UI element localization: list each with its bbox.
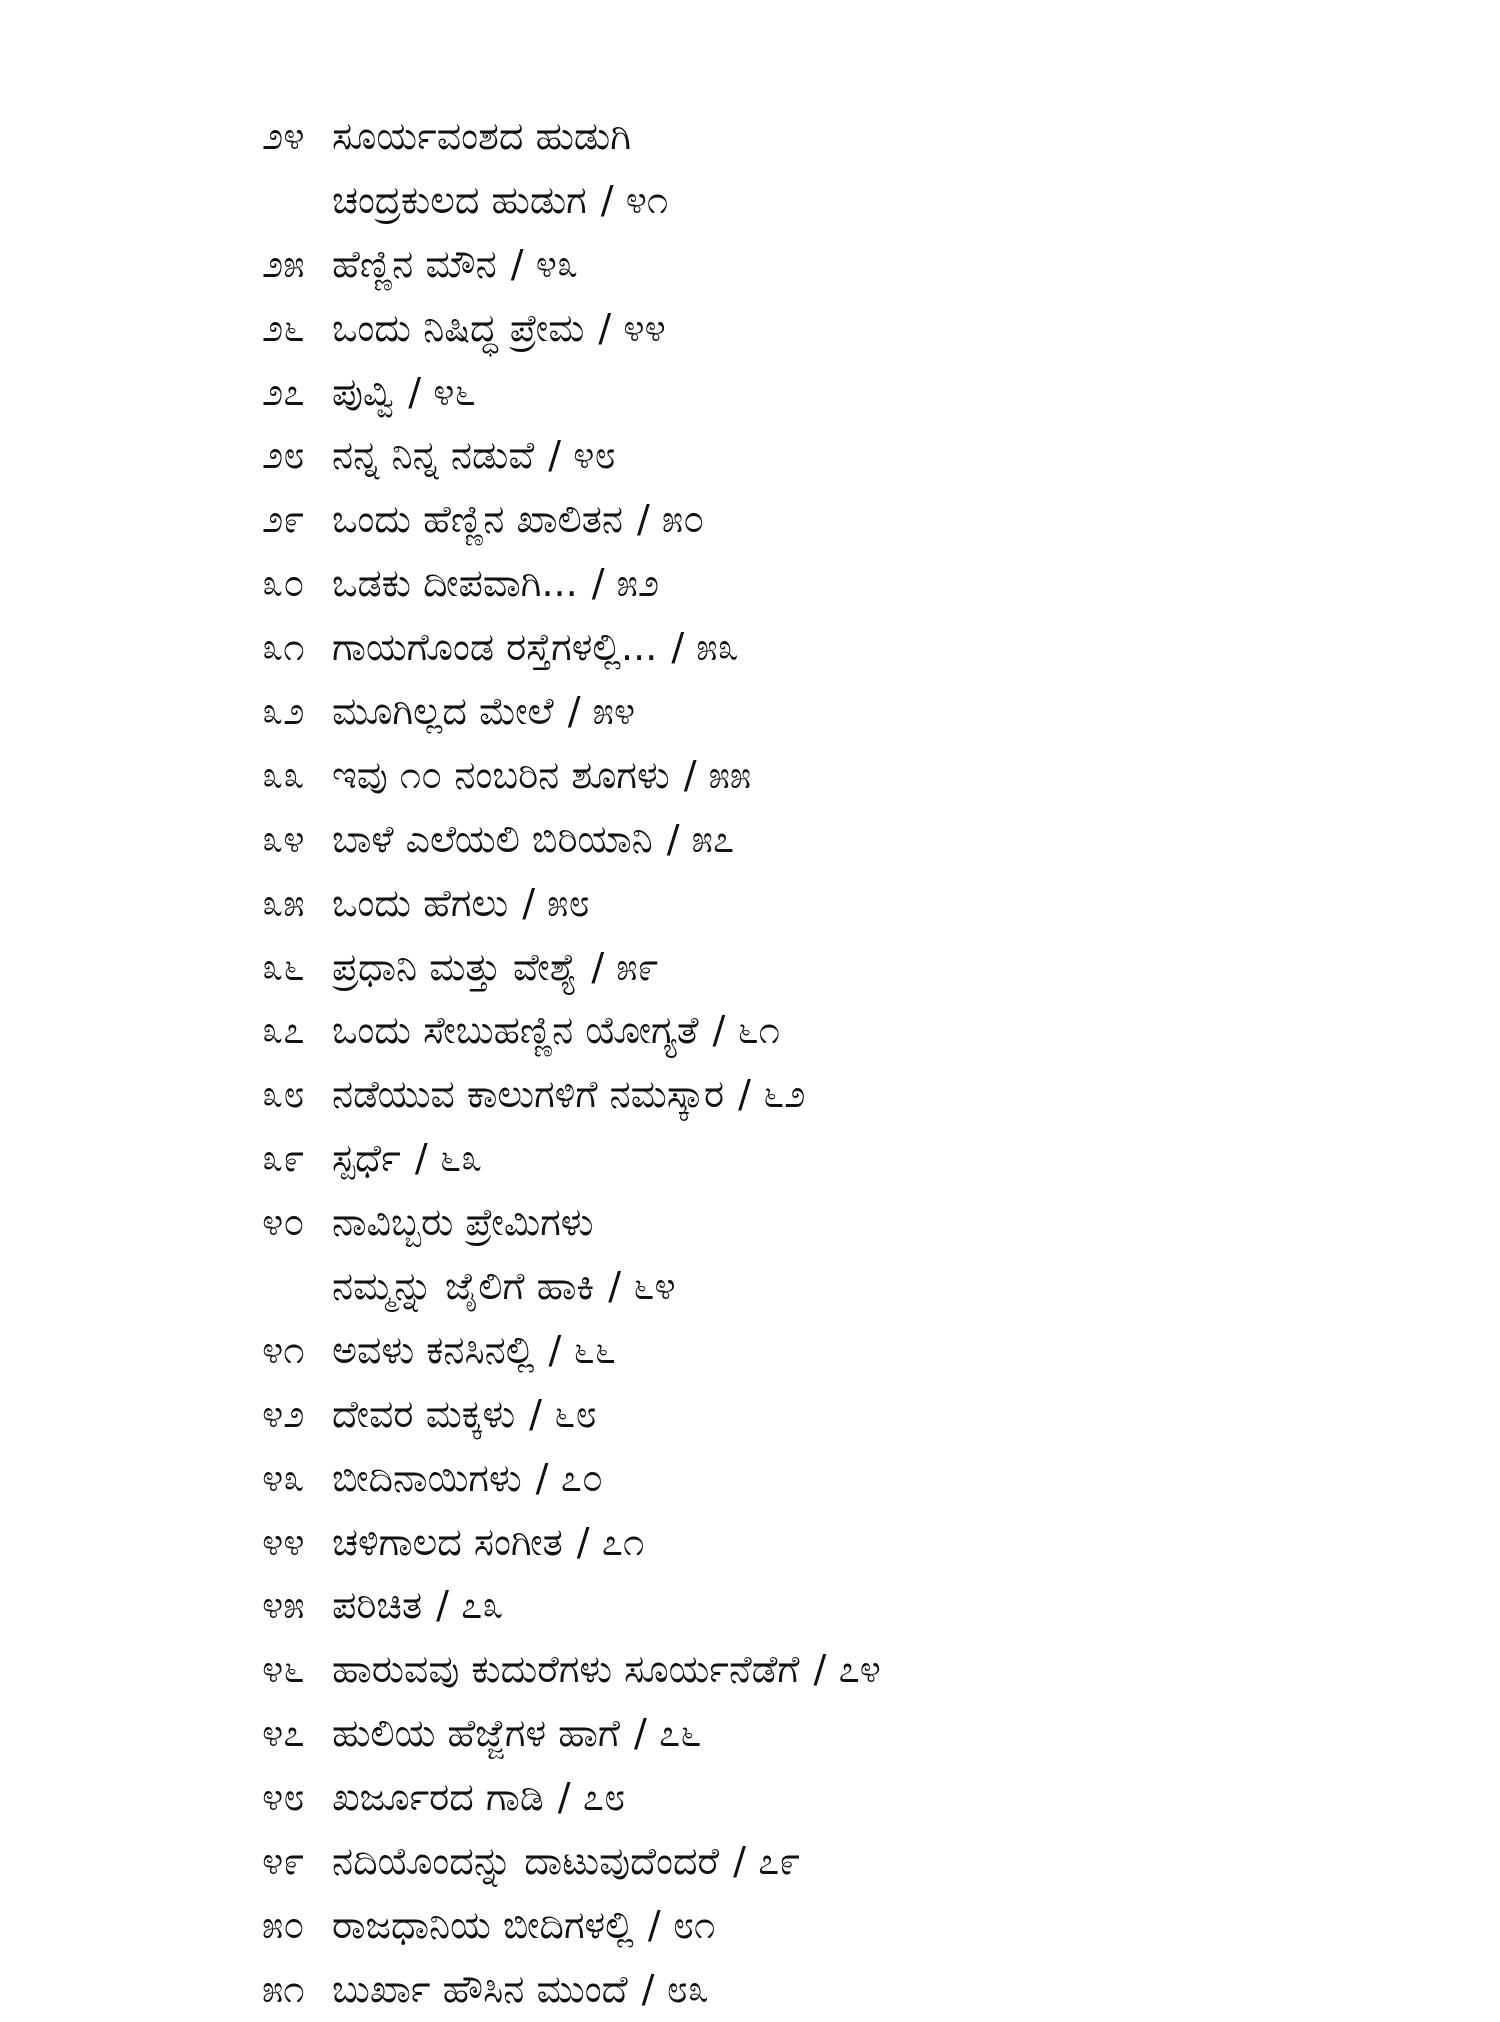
entry-page-number: / ೭೯ <box>733 1830 800 1894</box>
entry-title: ಬುರ್ಖಾ ಹೌಸಿನ ಮುಂದೆ <box>332 1966 628 2011</box>
entry-number: ೩೩ <box>262 752 305 797</box>
entry-title: ನಮ್ಮನ್ನು ಜೈಲಿಗೆ ಹಾಕಿ <box>332 1264 595 1309</box>
entry-title: ಅವಳು ಕನಸಿನಲ್ಲಿ <box>332 1327 535 1372</box>
entry-title: ನಾವಿಬ್ಬರು ಪ್ರೇಮಿಗಳು <box>332 1200 594 1245</box>
entry-page-number: / ೭೦ <box>536 1447 603 1511</box>
entry-number: ೫೦ <box>262 1902 305 1947</box>
entry-number: ೩೭ <box>262 1008 305 1053</box>
entry-title: ಪ್ರಧಾನಿ ಮತ್ತು ವೇಶ್ಯೆ <box>332 944 578 989</box>
entry-number: ೪೯ <box>262 1839 305 1884</box>
entry-title: ಚಂದ್ರಕುಲದ ಹುಡುಗ <box>332 177 587 222</box>
entry-title: ದೇವರ ಮಕ್ಕಳು <box>332 1391 516 1436</box>
entry-page-number: / ೭೩ <box>436 1574 503 1638</box>
entry-number: ೫೧ <box>262 1966 305 2011</box>
entry-title: ಒಂದು ನಿಷಿದ್ಧ ಪ್ರೇಮ <box>332 305 585 350</box>
entry-page-number: / ೪೪ <box>598 297 665 361</box>
entry-number: ೨೪ <box>262 114 305 158</box>
entry-title: ನಡೆಯುವ ಕಾಲುಗಳಿಗೆ ನಮಸ್ಕಾರ <box>332 1072 725 1117</box>
entry-title: ಪರಿಚಿತ <box>332 1583 423 1628</box>
entry-number: ೪೦ <box>262 1200 305 1245</box>
entry-title: ಹೆಣ್ಣಿನ ಮೌನ <box>332 241 497 286</box>
entry-page-number: / ೫೩ <box>671 616 738 680</box>
entry-page-number: / ೪೬ <box>408 361 475 425</box>
toc-entry <box>262 297 1412 361</box>
entry-title: ಸೂರ್ಯವಂಶದ ಹುಡುಗಿ <box>332 114 631 158</box>
toc-entry <box>262 1255 1412 1319</box>
toc-entry <box>262 1063 1412 1127</box>
toc-entry <box>262 1702 1412 1766</box>
entry-title: ಬೀದಿನಾಯಿಗಳು <box>332 1455 522 1500</box>
toc-entry <box>262 1511 1412 1575</box>
toc-entry <box>262 1574 1412 1638</box>
toc-entry <box>262 616 1412 680</box>
entry-page-number: / ೮೧ <box>648 1894 715 1958</box>
toc-entry <box>262 744 1412 808</box>
entry-number: ೪೧ <box>262 1327 305 1372</box>
entry-number: ೨೫ <box>262 241 305 286</box>
entry-number: ೪೬ <box>262 1647 305 1692</box>
entry-page-number: / ೬೪ <box>608 1255 675 1319</box>
entry-title: ಗಾಯಗೊಂಡ ರಸ್ತೆಗಳಲ್ಲಿ... <box>332 625 658 670</box>
entry-number: ೩೪ <box>262 816 305 861</box>
entry-page-number: / ೬೩ <box>415 1127 482 1191</box>
toc-entry <box>262 1191 1412 1255</box>
entry-number: ೩೫ <box>262 880 305 925</box>
toc-entry <box>262 999 1412 1063</box>
entry-number: ೩೯ <box>262 1136 305 1181</box>
toc-entry <box>262 169 1412 233</box>
toc-entry <box>262 233 1412 297</box>
toc-entry <box>262 680 1412 744</box>
toc-entry <box>262 1894 1412 1958</box>
entry-page-number: / ೫೫ <box>684 744 751 808</box>
entry-title: ಒಂದು ಸೇಬುಹಣ್ಣಿನ ಯೋಗ್ಯತೆ <box>332 1008 699 1053</box>
entry-title: ಹುಲಿಯ ಹೆಜ್ಜೆಗಳ ಹಾಗೆ <box>332 1711 620 1756</box>
entry-title: ನದಿಯೊಂದನ್ನು ದಾಟುವುದೆಂದರೆ <box>332 1839 720 1884</box>
entry-title: ನನ್ನ ನಿನ್ನ ನಡುವೆ <box>332 433 535 478</box>
entry-number: ೩೬ <box>262 944 305 989</box>
toc-entry <box>262 1638 1412 1702</box>
toc-entry <box>262 1319 1412 1383</box>
toc-entry <box>262 1766 1412 1830</box>
entry-number: ೨೭ <box>262 369 305 414</box>
entry-number: ೪೩ <box>262 1455 305 1500</box>
table-of-contents <box>262 105 1412 2022</box>
entry-number: ೪೫ <box>262 1583 305 1628</box>
entry-page-number: / ೪೩ <box>511 233 578 297</box>
toc-entry <box>262 105 1412 169</box>
entry-page-number: / ೫೪ <box>568 680 635 744</box>
entry-title: ಒಡಕು ದೀಪವಾಗಿ... <box>332 561 578 606</box>
entry-number: ೪೮ <box>262 1775 305 1820</box>
toc-entry <box>262 488 1412 552</box>
entry-title: ಒಂದು ಹೆಗಲು <box>332 880 509 925</box>
entry-title: ಮೂಗಿಲ್ಲದ ಮೇಲೆ <box>332 689 554 734</box>
entry-number: ೩೦ <box>262 561 305 606</box>
entry-page-number: / ೫೦ <box>637 488 704 552</box>
entry-page-number: / ೪೮ <box>548 424 615 488</box>
entry-page-number: / ೫೨ <box>592 552 659 616</box>
entry-title: ರಾಜಧಾನಿಯ ಬೀದಿಗಳಲ್ಲಿ <box>332 1902 634 1947</box>
toc-entry <box>262 872 1412 936</box>
entry-title: ಬಾಳೆ ಎಲೆಯಲಿ ಬಿರಿಯಾನಿ <box>332 816 653 861</box>
toc-entry <box>262 1447 1412 1511</box>
entry-number: ೪೨ <box>262 1391 305 1436</box>
entry-number: ೨೬ <box>262 305 305 350</box>
entry-page-number: / ೬೬ <box>549 1319 616 1383</box>
entry-title: ಹಾರುವವು ಕುದುರೆಗಳು ಸೂರ್ಯನೆಡೆಗೆ <box>332 1647 800 1692</box>
entry-page-number: / ೭೬ <box>634 1702 701 1766</box>
toc-entry <box>262 1383 1412 1447</box>
entry-page-number: / ೭೧ <box>577 1511 644 1575</box>
entry-number: ೨೯ <box>262 497 305 542</box>
entry-title: ಚಳಿಗಾಲದ ಸಂಗೀತ <box>332 1519 563 1564</box>
entry-title: ಪುವ್ವಿ <box>332 369 395 414</box>
entry-page-number: / ೬೧ <box>713 999 780 1063</box>
toc-entry <box>262 808 1412 872</box>
entry-number: ೪೭ <box>262 1711 305 1756</box>
entry-title: ಒಂದು ಹೆಣ್ಣಿನ ಖಾಲಿತನ <box>332 497 623 542</box>
entry-number: ೩೨ <box>262 689 305 734</box>
entry-page-number: / ೫೮ <box>522 872 589 936</box>
entry-title: ಸ್ಪರ್ಧೆ <box>332 1136 401 1181</box>
entry-page-number: / ೭೮ <box>558 1766 625 1830</box>
entry-title: ಖರ್ಜೂರದ ಗಾಡಿ <box>332 1775 544 1820</box>
toc-entry <box>262 424 1412 488</box>
entry-number: ೩೧ <box>262 625 305 670</box>
entry-number: ೪೪ <box>262 1519 305 1564</box>
toc-entry <box>262 1830 1412 1894</box>
entry-page-number: / ೫೭ <box>667 808 734 872</box>
toc-entry <box>262 1127 1412 1191</box>
toc-entry <box>262 552 1412 616</box>
entry-page-number: / ೫೯ <box>591 936 658 1000</box>
entry-page-number: / ೬೮ <box>529 1383 596 1447</box>
toc-entry <box>262 361 1412 425</box>
entry-title: ಇವು ೧೦ ನಂಬರಿನ ಶೂಗಳು <box>332 752 670 797</box>
entry-number: ೩೮ <box>262 1072 305 1117</box>
entry-page-number: / ೪೧ <box>601 169 668 233</box>
toc-entry <box>262 1958 1412 2022</box>
entry-page-number: / ೮೩ <box>642 1958 709 2022</box>
toc-entry <box>262 936 1412 1000</box>
entry-page-number: / ೭೪ <box>813 1638 880 1702</box>
entry-number: ೨೮ <box>262 433 305 478</box>
entry-page-number: / ೬೨ <box>738 1063 805 1127</box>
